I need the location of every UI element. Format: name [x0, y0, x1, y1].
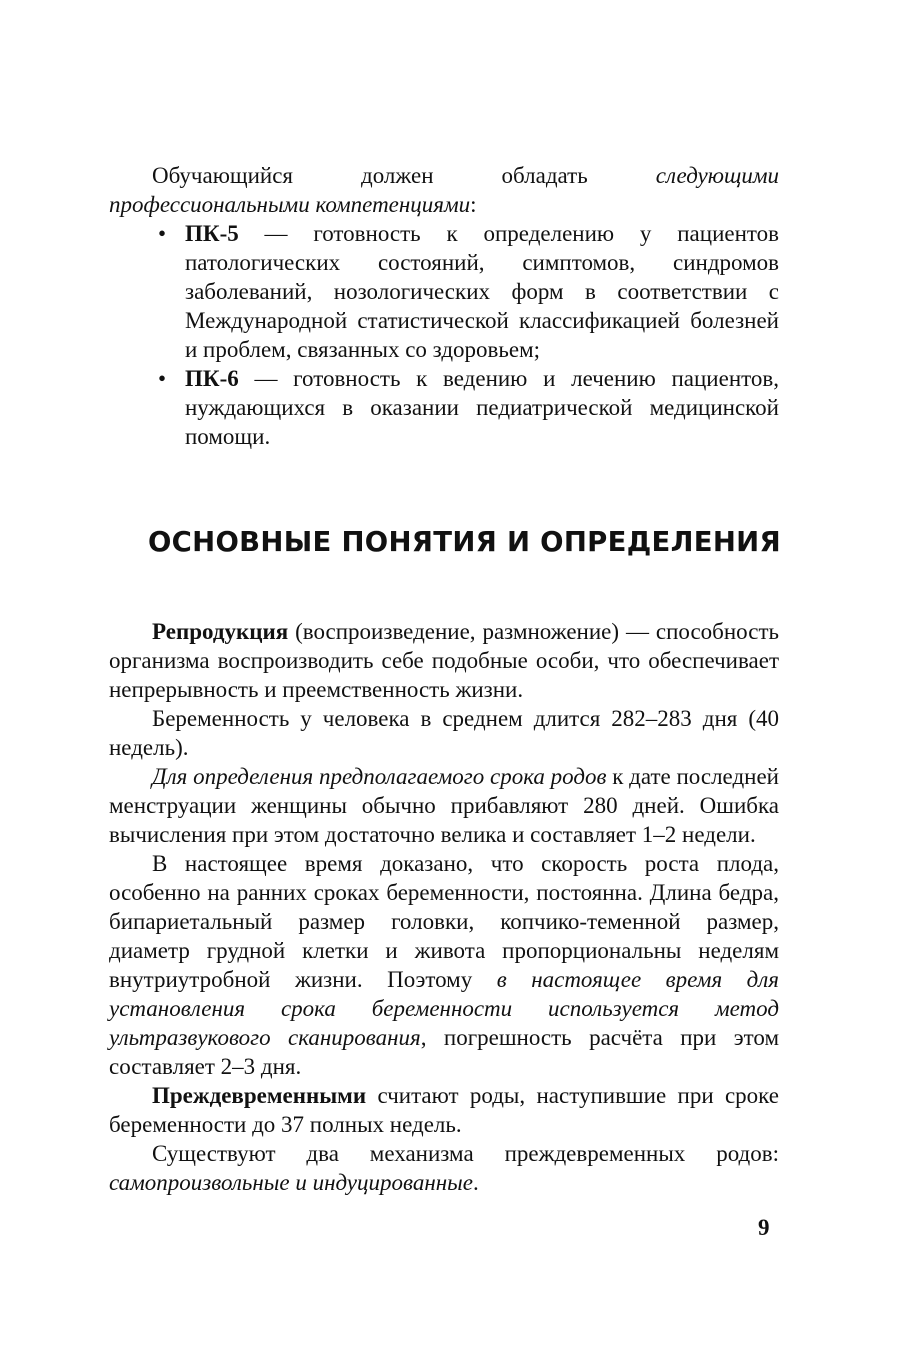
- competency-list: [152, 219, 779, 451]
- paragraph-due-date: [109, 762, 779, 849]
- mechanisms-lead-text: Существуют два механизма преждевременных родов:: [152, 1141, 779, 1166]
- mechanisms-italic: самопроизвольные и индуцированные: [109, 1170, 473, 1195]
- due-date-text: к дате последней менструации женщины обычно прибавляют 280 дней. Ошибка вычисления при этом достаточно велика и составляет 1–2 недели.: [109, 764, 779, 847]
- term-preterm: Преждевременными: [152, 1083, 367, 1108]
- paragraph-reproduction: [109, 617, 779, 704]
- competency-code: ПК-5: [185, 221, 239, 246]
- competency-description: — готовность к ведению и лечению пациентов, нуждающихся в оказании педиатрической медицинской помощи.: [185, 366, 779, 449]
- paragraph-ultrasound: [109, 849, 779, 1081]
- intro-text: [109, 161, 779, 219]
- ultrasound-tail-text: , погрешность расчёта при этом составляет 2–3 дня.: [109, 1025, 780, 1079]
- competency-code: ПК-6: [185, 366, 239, 391]
- section-heading: ОСНОВНЫЕ ПОНЯТИЯ И ОПРЕДЕЛЕНИЯ: [148, 526, 781, 558]
- competency-item-pk6: [152, 364, 779, 451]
- definition-reproduction: (воспроизведение, размножение) — способность организма воспроизводить себе подобные особи, что обеспечивает непрерывность и преемственность жизни.: [109, 619, 779, 702]
- ultrasound-italic: в настоящее время для установления срока беременности используется метод ультразвукового сканирования: [109, 967, 779, 1050]
- competency-description: — готовность к определению у пациентов патологических состояний, симптомов, синдромов заболеваний, нозологических форм в соответствии с Международной статистической классификацией болезней и проблем, связанных со здоровьем;: [185, 221, 779, 362]
- paragraph-mechanisms: [109, 1139, 779, 1197]
- intro-colon: :: [470, 192, 477, 217]
- term-reproduction: Репродукция: [152, 619, 289, 644]
- competency-item-pk5: [152, 219, 779, 364]
- intro-italic-text: следующими профессиональными компетенциями: [109, 163, 779, 217]
- bullet-icon: •: [158, 366, 167, 391]
- mechanisms-period: .: [472, 1170, 479, 1195]
- body-text: [109, 617, 779, 1197]
- paragraph-preterm: [109, 1081, 779, 1139]
- page-number: 9: [758, 1215, 770, 1240]
- due-date-italic: Для определения предполагаемого срока родов: [152, 764, 607, 789]
- paragraph-pregnancy-duration: Беременность у человека в среднем длится 282–283 дня (40 недель).: [109, 706, 779, 760]
- intro-paragraph: [109, 161, 779, 219]
- bullet-icon: •: [158, 221, 167, 246]
- definition-preterm: считают роды, наступившие при сроке беременности до 37 полных недель.: [109, 1083, 779, 1137]
- intro-lead-text: Обучающийся должен обладать: [152, 163, 656, 188]
- ultrasound-lead-text: В настоящее время доказано, что скорость роста плода, особенно на ранних сроках беременности, постоянна. Длина бедра, бипариетальный размер головки, копчико-теменной размер, диаметр грудной клетки и живота пропорциональны неделям внутриутробной жизни. Поэтому: [109, 851, 779, 992]
